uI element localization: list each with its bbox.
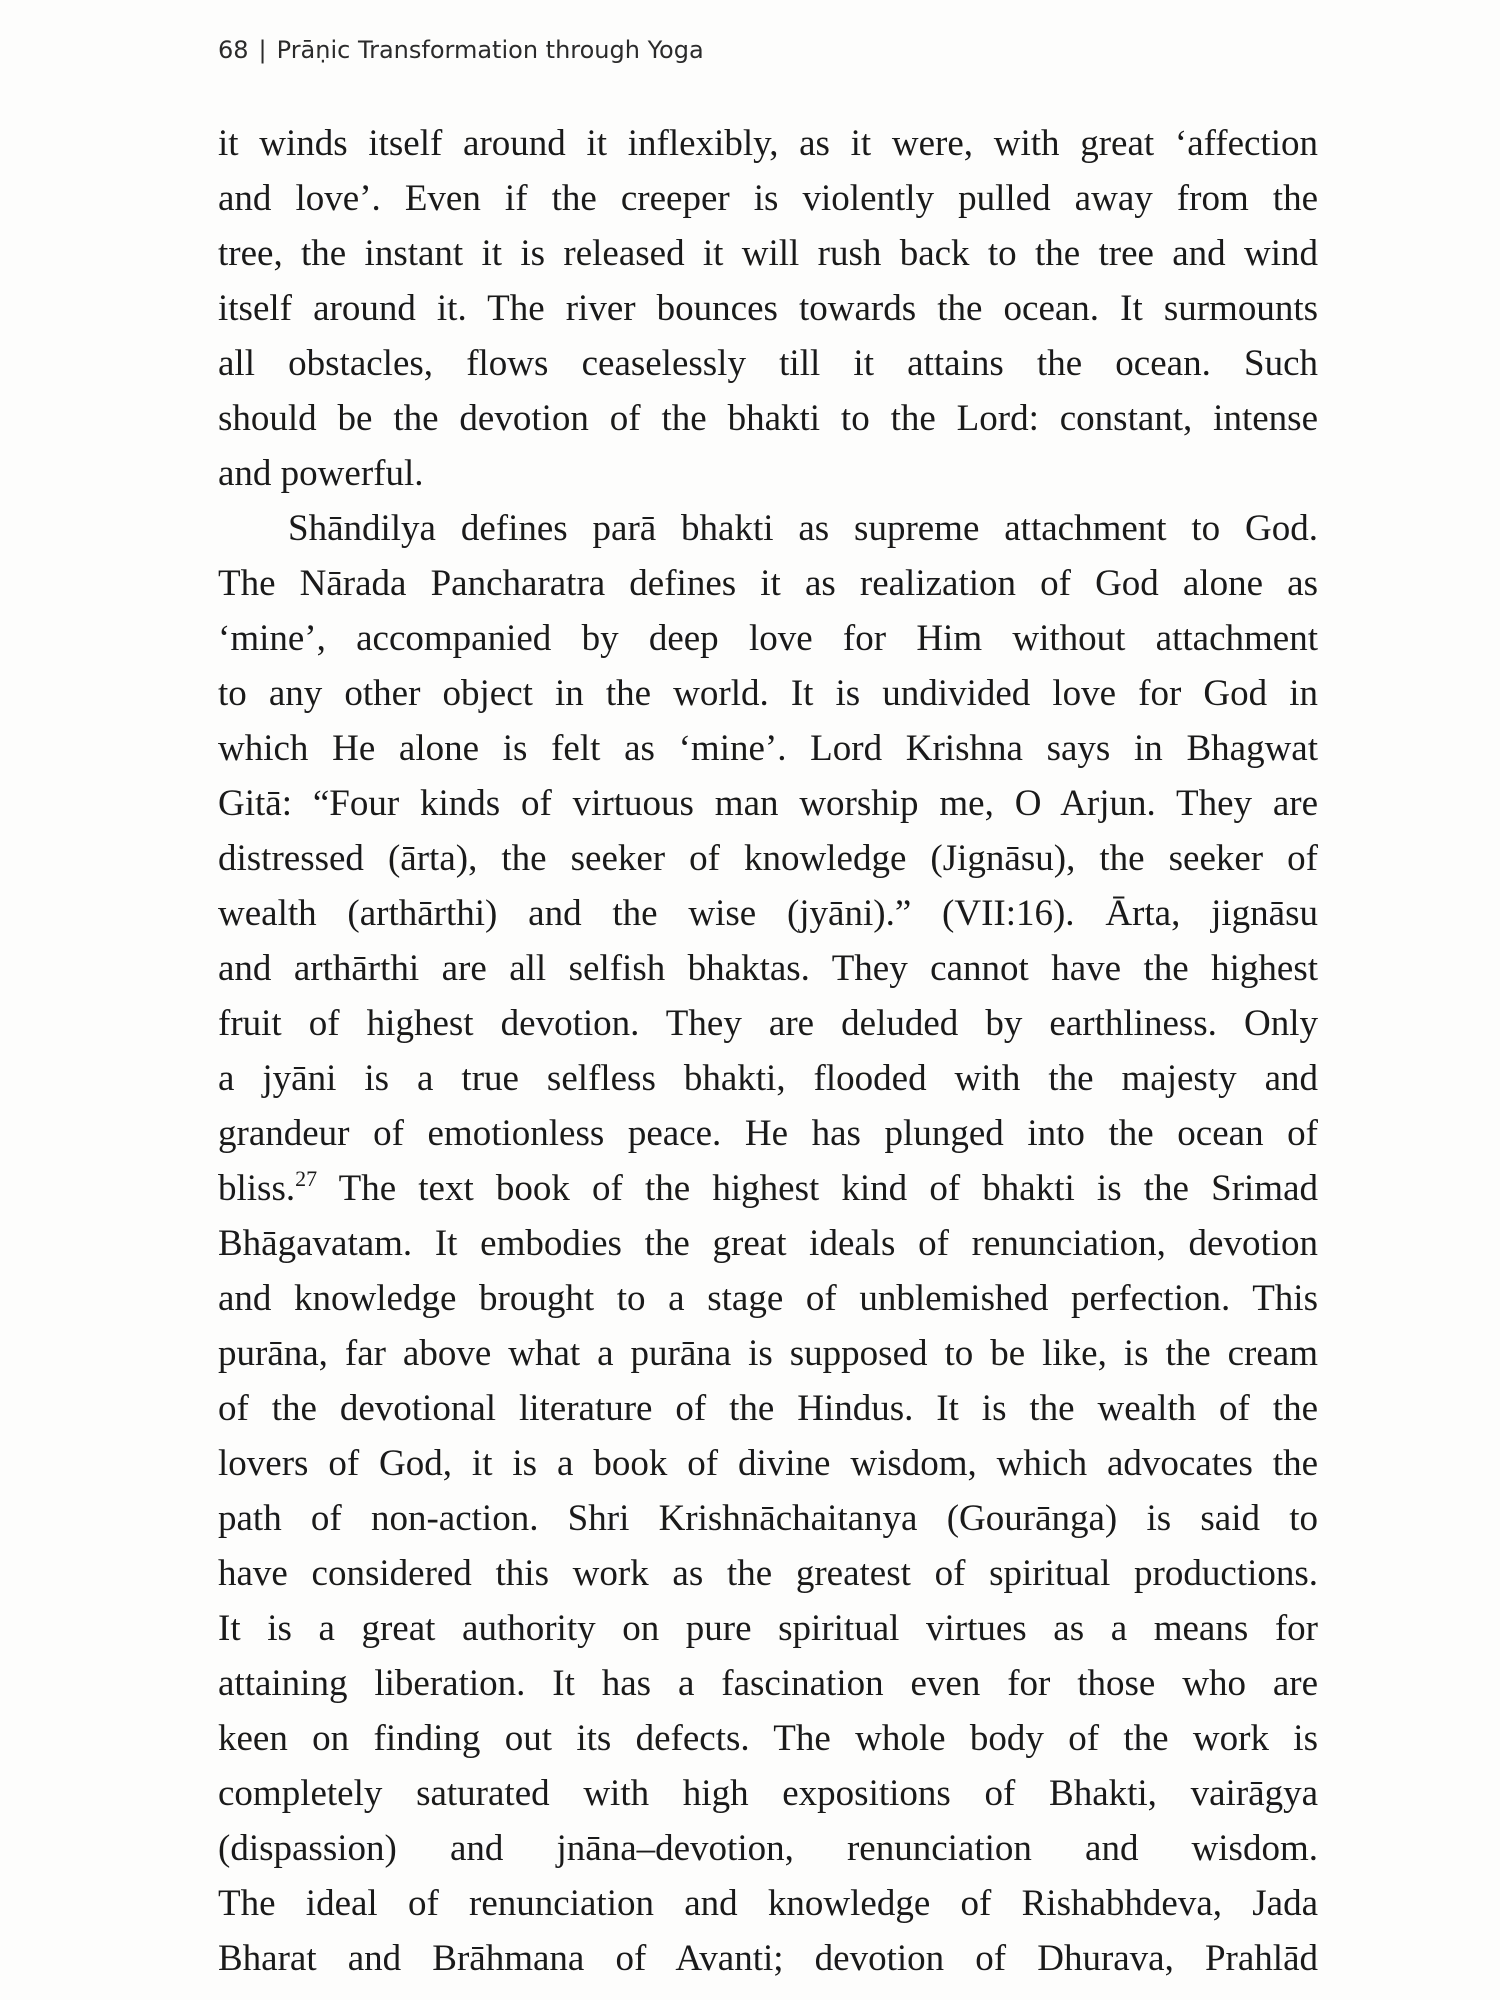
text-line: path of non-action. Shri Krishnāchaitanya (Gourānga) is said to	[218, 1498, 1318, 1539]
text-line: should be the devotion of the bhakti to the Lord: constant, intense	[218, 398, 1318, 439]
text-line: The ideal of renunciation and knowledge of Rishabhdeva, Jada	[218, 1883, 1318, 1924]
footnote-line-after: The text book of the highest kind of bhakti is the Srimad	[317, 1168, 1318, 1209]
text-line: ‘mine’, accompanied by deep love for Him without attachment	[218, 618, 1318, 659]
text-line: grandeur of emotionless peace. He has plunged into the ocean of	[218, 1113, 1318, 1154]
text-line: keen on finding out its defects. The whole body of the work is	[218, 1718, 1318, 1759]
footnote-line-before: bliss.	[218, 1168, 296, 1209]
text-line: itself around it. The river bounces towards the ocean. It surmounts	[218, 288, 1318, 329]
text-line: and knowledge brought to a stage of unblemished perfection. This	[218, 1278, 1318, 1319]
text-line: lovers of God, it is a book of divine wisdom, which advocates the	[218, 1443, 1318, 1484]
text-line: Bharat and Brāhmana of Avanti; devotion of Dhurava, Prahlād	[218, 1938, 1318, 1979]
text-line: a jyāni is a true selfless bhakti, flooded with the majesty and	[218, 1058, 1318, 1099]
text-line: which He alone is felt as ‘mine’. Lord Krishna says in Bhagwat	[218, 728, 1318, 769]
text-line: it winds itself around it inflexibly, as it were, with great ‘affection	[218, 123, 1318, 164]
text-line: Shāndilya defines parā bhakti as supreme attachment to God.	[288, 508, 1318, 549]
text-line: Bhāgavatam. It embodies the great ideals of renunciation, devotion	[218, 1223, 1318, 1264]
text-line: distressed (ārta), the seeker of knowledge (Jignāsu), the seeker of	[218, 838, 1318, 879]
text-line: and powerful.	[218, 453, 424, 494]
text-line: of the devotional literature of the Hindus. It is the wealth of the	[218, 1388, 1318, 1429]
text-line: fruit of highest devotion. They are deluded by earthliness. Only	[218, 1003, 1318, 1044]
text-line: wealth (arthārthi) and the wise (jyāni).” (VII:16). Ārta, jignāsu	[218, 893, 1318, 934]
text-line: have considered this work as the greatest of spiritual productions.	[218, 1553, 1318, 1594]
running-header	[218, 36, 704, 64]
text-line: completely saturated with high expositions of Bhakti, vairāgya	[218, 1773, 1318, 1814]
text-line: It is a great authority on pure spiritual virtues as a means for	[218, 1608, 1318, 1649]
text-line: purāna, far above what a purāna is supposed to be like, is the cream	[218, 1333, 1318, 1374]
book-title: Prāṇic Transformation through Yoga	[276, 36, 704, 64]
footnote-reference[interactable]: 27	[295, 1166, 318, 1191]
page-number: 68	[218, 36, 249, 64]
text-line: Gitā: “Four kinds of virtuous man worship me, O Arjun. They are	[218, 783, 1318, 824]
body-text	[218, 116, 1318, 1986]
text-line-with-footnote	[218, 1161, 1318, 1216]
text-line: attaining liberation. It has a fascination even for those who are	[218, 1663, 1318, 1704]
text-line: and arthārthi are all selfish bhaktas. They cannot have the highest	[218, 948, 1318, 989]
text-line: tree, the instant it is released it will rush back to the tree and wind	[218, 233, 1318, 274]
text-line: and love’. Even if the creeper is violently pulled away from the	[218, 178, 1318, 219]
text-line: (dispassion) and jnāna–devotion, renunciation and wisdom.	[218, 1828, 1318, 1869]
header-separator: |	[258, 36, 267, 64]
text-line: The Nārada Pancharatra defines it as realization of God alone as	[218, 563, 1318, 604]
text-line: to any other object in the world. It is undivided love for God in	[218, 673, 1318, 714]
text-line: all obstacles, flows ceaselessly till it attains the ocean. Such	[218, 343, 1318, 384]
